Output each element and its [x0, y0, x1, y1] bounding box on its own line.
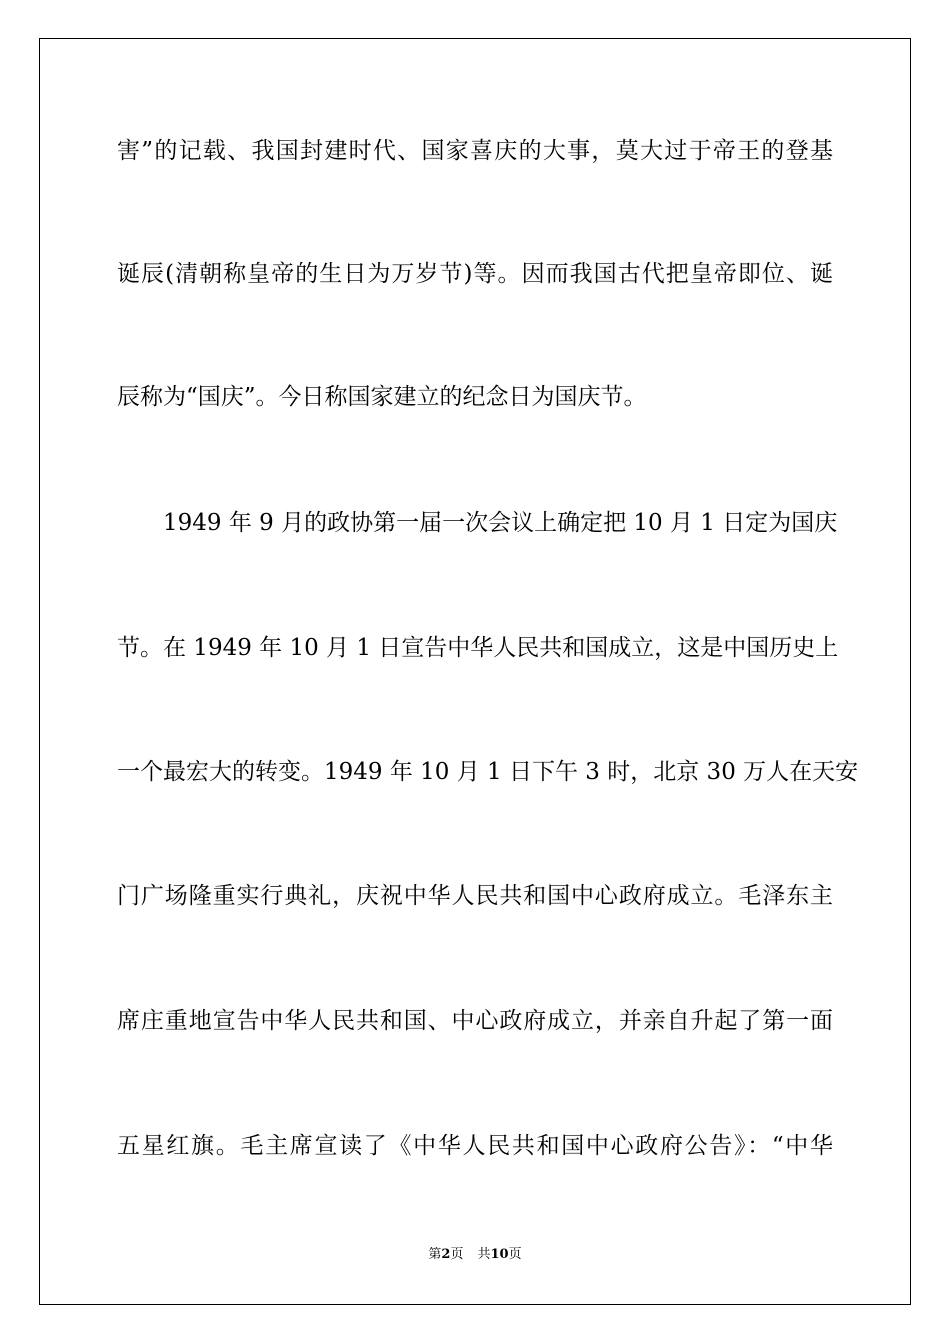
footer-page-current: 2 [441, 1247, 451, 1262]
body-line-9: 五星红旗。毛主席宣读了《中华人民共和国中心政府公告》：“中华 [117, 1133, 833, 1159]
body-line-4: 1949 年 9 月的政协第一届一次会议上确定把 10 月 1 日定为国庆 [163, 510, 838, 536]
footer-total-prefix: 共 [477, 1247, 491, 1262]
page-footer [0, 1246, 950, 1264]
body-line-3: 辰称为“国庆”。今日称国家建立的纪念日为国庆节。 [117, 384, 647, 410]
body-line-6: 一个最宏大的转变。1949 年 10 月 1 日下午 3 时，北京 30 万人在天安 [117, 759, 859, 785]
footer-page-prefix: 第 [428, 1247, 442, 1262]
page-border [39, 38, 911, 1305]
body-line-8: 席庄重地宣告中华人民共和国、中心政府成立，并亲自升起了第一面 [117, 1008, 833, 1034]
footer-page-total: 10 [490, 1247, 509, 1262]
footer-total-suffix: 页 [508, 1247, 522, 1262]
body-line-5: 节。在 1949 年 10 月 1 日宣告中华人民共和国成立，这是中国历史上 [117, 635, 839, 661]
body-line-2: 诞辰(清朝称皇帝的生日为万岁节)等。因而我国古代把皇帝即位、诞 [117, 261, 833, 287]
body-line-7: 门广场隆重实行典礼，庆祝中华人民共和国中心政府成立。毛泽东主 [117, 883, 833, 909]
body-line-1: 害”的记载、我国封建时代、国家喜庆的大事，莫大过于帝王的登基 [117, 138, 833, 164]
footer-page-suffix: 页 [450, 1247, 464, 1262]
